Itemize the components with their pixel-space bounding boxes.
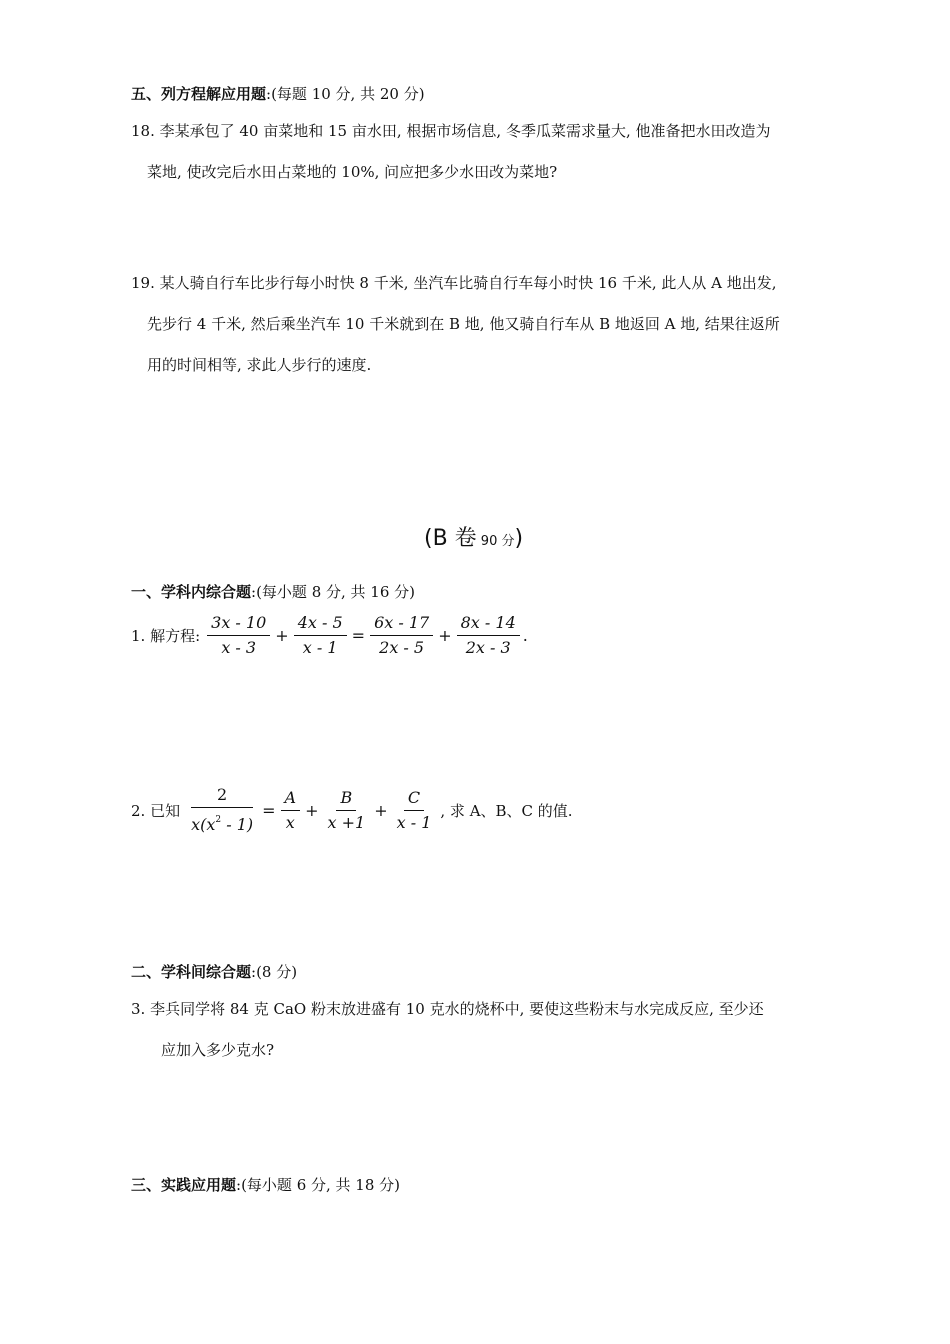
problem-1-label: 1. 解方程:	[131, 627, 201, 645]
fraction-3-denominator: x +1	[327, 812, 366, 832]
problem-1-equation	[131, 614, 528, 657]
plus-sign: +	[374, 800, 388, 820]
fraction-2-denominator: x	[285, 812, 295, 832]
fraction-3-numerator: 6x - 17	[370, 614, 433, 636]
section-five-title: 五、列方程解应用题	[131, 85, 267, 103]
problem-3-line-1: 3. 李兵同学将 84 克 CaO 粉末放进盛有 10 克水的烧杯中, 要使这些粉末与水完成反应, 至少还	[131, 1000, 764, 1018]
section-b3-heading	[131, 1174, 400, 1195]
q19-line-2: 先步行 4 千米, 然后乘坐汽车 10 千米就到在 B 地, 他又骑自行车从 B 地返回 A 地, 结果往返所	[147, 315, 780, 333]
fraction-4-denominator: 2x - 3	[465, 638, 511, 657]
fraction-2-numerator: 4x - 5	[294, 614, 347, 636]
fraction-1-denominator: x - 3	[221, 638, 257, 657]
fraction-3-numerator: B	[336, 789, 356, 811]
fraction-2-numerator: A	[281, 789, 301, 811]
fraction-2	[294, 614, 347, 657]
problem-2-label: 2. 已知	[131, 801, 181, 820]
fraction-3	[324, 789, 370, 832]
denominator-part-a: x(x	[191, 815, 216, 834]
fraction-3	[370, 614, 433, 657]
q19-line-3: 用的时间相等, 求此人步行的速度.	[147, 356, 372, 374]
b-volume-open: (B 卷	[424, 526, 477, 551]
fraction-4-numerator: 8x - 14	[457, 614, 520, 636]
section-b2-title: 二、学科间综合题	[131, 963, 252, 981]
section-b1-title: 一、学科内综合题	[131, 583, 252, 601]
fraction-4-numerator: C	[404, 789, 424, 811]
b-volume-score: 90 分	[476, 534, 515, 549]
fraction-4	[457, 614, 520, 657]
section-b3-title: 三、实践应用题	[131, 1176, 237, 1194]
problem-3-line-2: 应加入多少克水?	[161, 1041, 275, 1059]
fraction-1-denominator	[187, 808, 257, 834]
fraction-1-numerator: 2	[191, 786, 253, 808]
q18-line-1: 18. 李某承包了 40 亩菜地和 15 亩水田, 根据市场信息, 冬季瓜菜需求量大, 他准备把水田改造为	[131, 122, 771, 140]
fraction-1	[187, 786, 257, 834]
fraction-3-denominator: 2x - 5	[379, 638, 425, 657]
denominator-part-b: - 1)	[221, 815, 254, 834]
section-b2-heading	[131, 961, 297, 982]
period: .	[522, 626, 528, 645]
section-five-note: :(每题 10 分, 共 20 分)	[266, 85, 425, 103]
plus-sign: +	[438, 626, 452, 645]
section-b3-note: :(每小题 6 分, 共 18 分)	[236, 1176, 401, 1194]
section-b1-heading	[131, 581, 415, 602]
b-volume-title	[424, 521, 523, 552]
fraction-1-numerator: 3x - 10	[207, 614, 270, 636]
exponent: 2	[215, 815, 222, 825]
q18-line-2: 菜地, 使改完后水田占菜地的 10%, 问应把多少水田改为菜地?	[147, 163, 558, 181]
fraction-4	[393, 789, 436, 832]
section-five-heading	[131, 83, 425, 104]
b-volume-close: )	[514, 526, 524, 551]
section-b2-note: :(8 分)	[251, 963, 298, 981]
fraction-1	[207, 614, 270, 657]
section-b1-note: :(每小题 8 分, 共 16 分)	[251, 583, 416, 601]
fraction-4-denominator: x - 1	[396, 812, 432, 832]
q19-line-1: 19. 某人骑自行车比步行每小时快 8 千米, 坐汽车比骑自行车每小时快 16 千米, 此人从 A 地出发,	[131, 274, 777, 292]
problem-2-equation	[131, 786, 577, 834]
fraction-2	[281, 789, 301, 832]
equals-sign: =	[351, 626, 366, 645]
fraction-2-denominator: x - 1	[302, 638, 338, 657]
plus-sign: +	[305, 800, 319, 820]
problem-2-tail: , 求 A、B、C 的值.	[440, 801, 573, 820]
plus-sign: +	[275, 626, 289, 645]
equals-sign: =	[262, 800, 276, 820]
